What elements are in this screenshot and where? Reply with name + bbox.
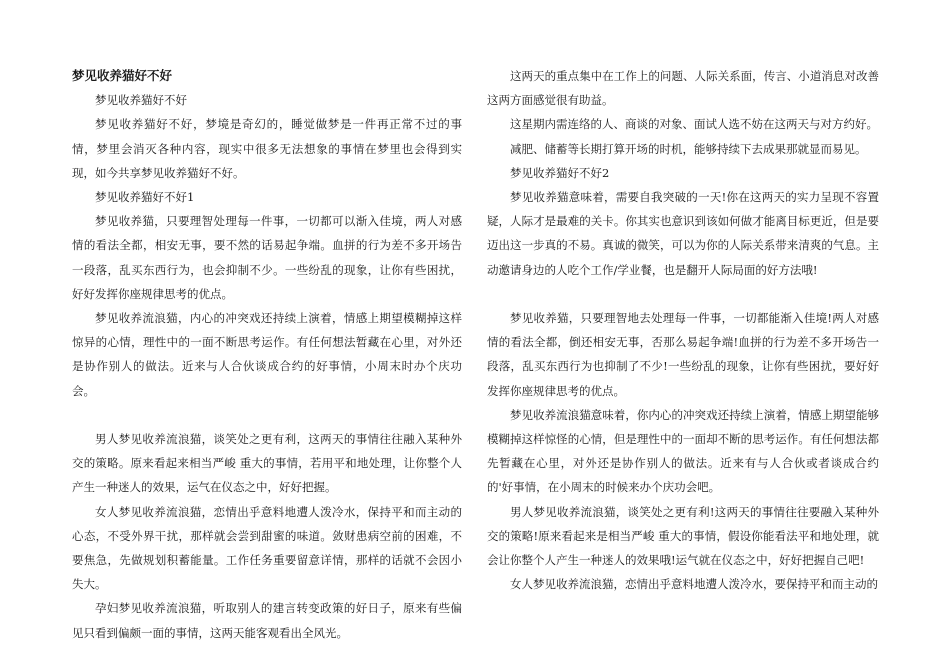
paragraph: 这两天的重点集中在工作上的问题、人际关系面，传言、小道消息对改善这两方面感觉很有助益。: [487, 69, 879, 108]
paragraph: 男人梦见收养流浪猫，谈笑处之更有利!这两天的事情往往要融入某种外交的策略!原来看起来是相当严峻 重大的事情，假设你能看法平和地处理，就会让你整个人产生一种迷人的效果哦!运气就在仪态之中，好好把握自己吧!: [487, 504, 879, 568]
paragraph: 孕妇梦见收养流浪猫，听取别人的建言转变政策的好日子，原来有些偏见只看到偏颇一面的事情，这两天能客观看出全风光。: [72, 601, 462, 640]
blank-line: [487, 282, 879, 306]
paragraph: 梦见收养猫，只要理智地去处理每一件事，一切都能渐入佳境!两人对感情的看法全都，倒还相安无事，否那么易起争端!血拼的行为差不多开场告一段落，乱买东西行为也抑制了不少!一些纷乱的现象，让你有些困扰，要好好发挥你座规律思考的优点。: [487, 311, 879, 398]
left-column: [72, 64, 462, 645]
paragraph: 梦见收养猫意味着，需要自我突破的一天!你在这两天的实力呈现不容置疑，人际才是最难的关卡。你其实也意识到该如何做才能离目标更近，但是要迈出这一步真的不易。真诚的微笑，可以为你的人际关系带来清爽的气息。主动邀请身边的人吃个工作/学业餐，也是翻开人际局面的好方法哦!: [487, 190, 879, 277]
paragraph: 梦见收养猫好不好，梦境是奇幻的，睡觉做梦是一件再正常不过的事情，梦里会消灭各种内容，现实中很多无法想象的事情在梦里也会得到实现，如今共享梦见收养猫好不好。: [72, 117, 462, 180]
paragraph: 梦见收养流浪猫意味着，你内心的冲突戏还持续上演着，情感上期望能够模糊掉这样惊怪的心情，但是理性中的一面却不断的思考运作。有任何想法都先暂藏在心里，对外还是协作别人的做法。近来有与人合伙或者谈成合约的'好事情，在小周末的时候来办个庆功会吧。: [487, 407, 879, 495]
blank-line: [72, 403, 462, 427]
paragraph: 女人梦见收养流浪猫，恋情出乎意料地遭人泼冷水，要保持平和而主动的: [510, 577, 878, 592]
paragraph: 这星期内需连络的人、商谈的对象、面试人选不妨在这两天与对方约好。: [510, 117, 878, 132]
document-title: 梦见收养猫好不好: [72, 68, 173, 83]
paragraph: 梦见收养猫，只要理智处理每一件事，一切都可以渐入佳境，两人对感情的看法全都，相安无事，要不然的话易起争端。血拼的行为差不多开场告一段落，乱买东西行为，也会抑制不少。一些纷乱的现象，让你有些困扰，好好发挥你座规律思考的优点。: [72, 214, 462, 301]
paragraph: 男人梦见收养流浪猫，谈笑处之更有利，这两天的事情往往融入某种外交的策略。原来看起来相当严峻 重大的事情，若用平和地处理，让你整个人产生一种迷人的效果，运气在仪态之中，好好把握。: [72, 432, 462, 495]
paragraph: 减肥、储蓄等长期打算开场的时机，能够持续下去成果那就显而易见。: [510, 141, 867, 156]
paragraph: 女人梦见收养流浪猫，恋情出乎意料地遭人泼冷水，保持平和而主动的心态，不受外界干扰，那样就会尝到甜蜜的味道。敛财患病空前的困难，不要焦急，先做规划积蓄能量。工作任务重要留意详情，那样的话就不会因小失大。: [72, 504, 462, 592]
section-heading: 梦见收养猫好不好2: [510, 165, 610, 180]
section-heading: 梦见收养猫好不好1: [95, 190, 195, 205]
paragraph: 梦见收养流浪猫，内心的冲突戏还持续上演着，情感上期望模糊掉这样惊异的心情，理性中的一面不断思考运作。有任何想法暂藏在心里，对外还是协作别人的做法。近来与人合伙谈成合约的好事情，小周末时办个庆功会。: [72, 311, 462, 398]
right-column: [487, 64, 879, 596]
paragraph: 梦见收养猫好不好: [95, 93, 187, 108]
